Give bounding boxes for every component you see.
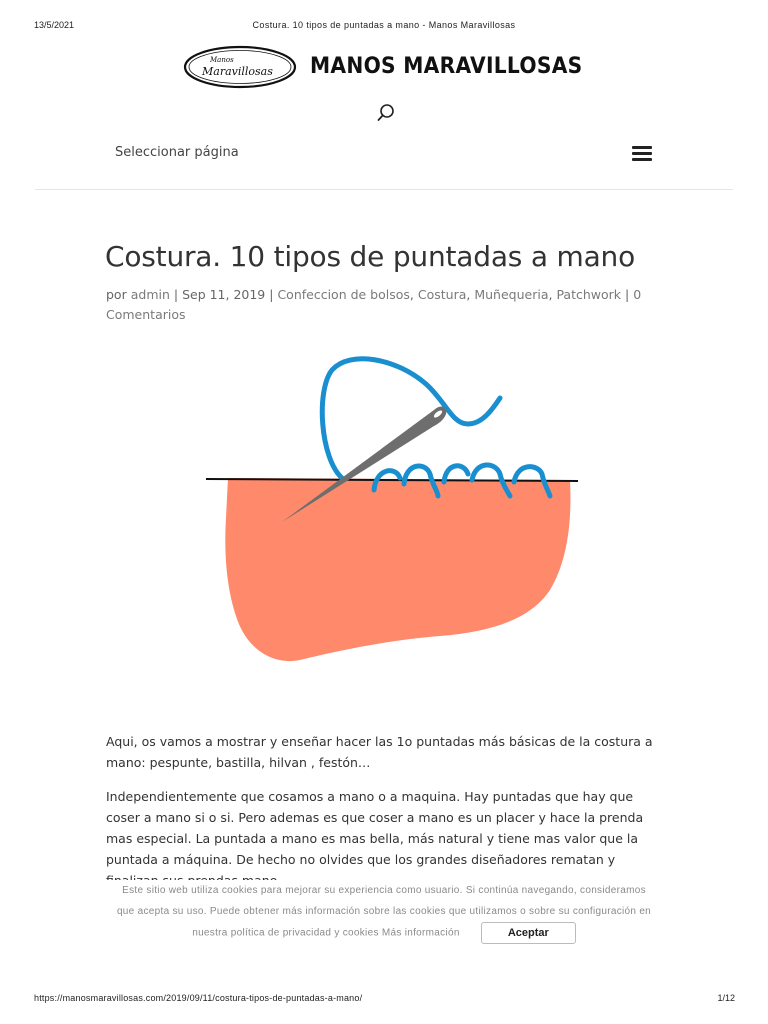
cookie-consent-bar: [0, 880, 768, 960]
fabric-shape: [225, 478, 570, 661]
select-page-dropdown[interactable]: Seleccionar página: [115, 145, 239, 160]
search-button[interactable]: [375, 102, 397, 124]
cookie-text-line2: que acepta su uso. Puede obtener más información sobre las cookies que utilizamos o sobre su configuración en: [116, 906, 652, 917]
thread-loop: [322, 359, 500, 478]
category-link[interactable]: Muñequeria: [474, 287, 549, 302]
print-url: https://manosmaravillosas.com/2019/09/11/costura-tipos-de-puntadas-a-mano/: [34, 993, 363, 1003]
paragraph-intro: Aqui, os vamos a mostrar y enseñar hacer las 1o puntadas más básicas de la costura a mano: pespunte, bastilla, hilvan , festón…: [106, 734, 653, 770]
header-divider: [35, 189, 733, 190]
print-page-number: 1/12: [717, 993, 735, 1003]
cookie-text-line3: nuestra política de privacidad y cookies: [192, 927, 379, 939]
post-date: Sep 11, 2019: [182, 287, 266, 302]
logo-oval-icon: [182, 44, 298, 90]
logo-text-line2: Maravillosas: [202, 65, 273, 78]
print-doc-title: Costura. 10 tipos de puntadas a mano - Manos Maravillosas: [252, 20, 516, 30]
accept-cookies-button[interactable]: Aceptar: [481, 922, 576, 944]
meta-by-label: por: [106, 287, 127, 302]
hamburger-menu-icon[interactable]: [632, 145, 654, 163]
logo-text-line1: Manos: [210, 56, 234, 64]
sewing-illustration: [200, 350, 590, 670]
comments-link[interactable]: 0 Comentarios: [106, 287, 642, 322]
site-name[interactable]: MANOS MARAVILLOSAS: [310, 54, 583, 79]
print-date: 13/5/2021: [34, 20, 75, 30]
search-icon: [375, 102, 397, 124]
category-link[interactable]: Confeccion de bolsos: [277, 287, 410, 302]
category-link[interactable]: Patchwork: [556, 287, 622, 302]
print-header: [0, 20, 768, 34]
post-title: Costura. 10 tipos de puntadas a mano: [105, 240, 636, 273]
post-meta: por admin | Sep 11, 2019 | Confeccion de bolsos, Costura, Muñequeria, Patchwork | 0 Comentarios: [106, 287, 642, 322]
category-link[interactable]: Costura: [417, 287, 467, 302]
author-link[interactable]: admin: [130, 287, 170, 302]
more-info-link[interactable]: Más información: [381, 927, 460, 939]
site-logo[interactable]: [182, 42, 298, 92]
paragraph-body: Independientemente que cosamos a mano o a maquina. Hay puntadas que hay que coser a mano si o si. Pero ademas es que coser a mano es un placer y hace la prenda mas especial. La puntada a mano es mas bella, más natural y tiene mas valor que la puntada a máquina. De hecho no olvides que los grandes diseñadores rematan y: [106, 789, 644, 867]
cookie-text-line1: Este sitio web utiliza cookies para mejorar su experiencia como usuario. Si continúa navegando, consideramos: [122, 885, 646, 896]
